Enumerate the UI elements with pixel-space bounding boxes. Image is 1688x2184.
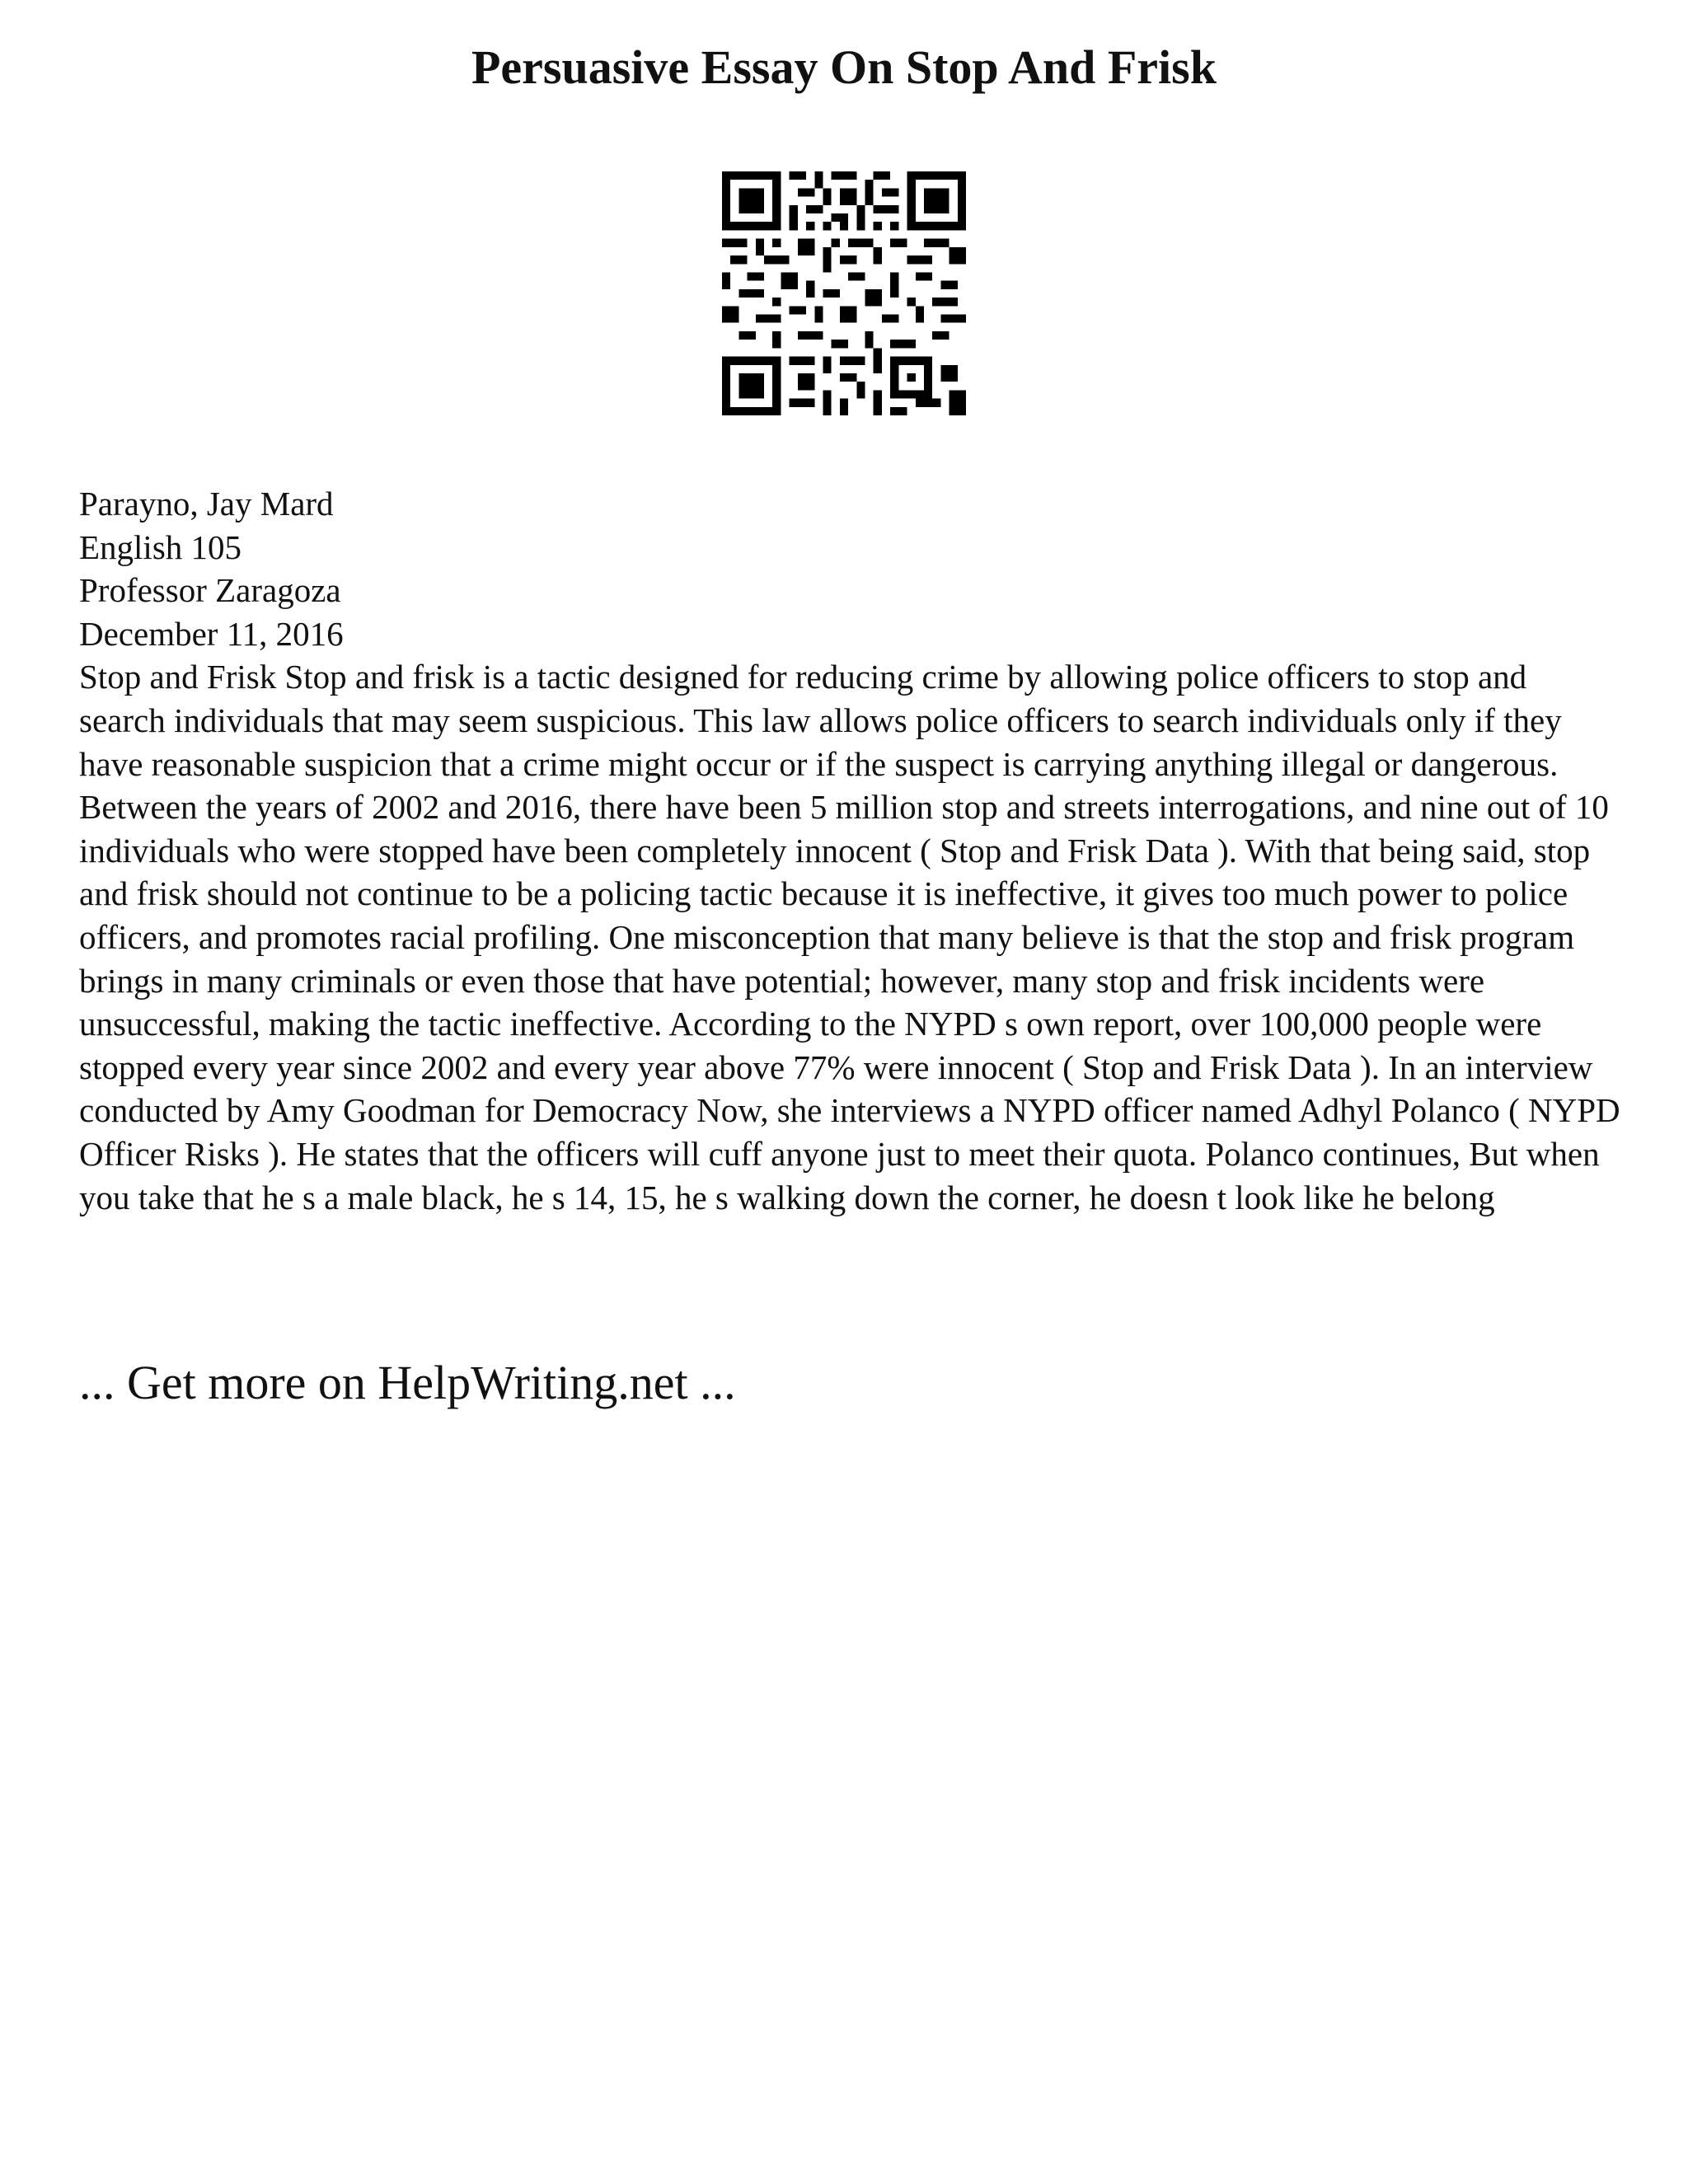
essay-body [79, 482, 1620, 1219]
course-line: English 105 [79, 527, 242, 566]
author-line: Parayno, Jay Mard [79, 485, 334, 523]
professor-line: Professor Zaragoza [79, 571, 341, 610]
get-more-link[interactable]: ... Get more on HelpWriting.net ... [79, 1356, 736, 1409]
date-line: December 11, 2016 [79, 614, 344, 653]
essay-paragraph: Stop and Frisk Stop and frisk is a tactic designed for reducing crime by allowing police officers to stop and search individuals that may seem suspicious. This law allows police officers to search individuals only if they have reasonable suspicion that a crime might occur or if the suspect is carrying anything illegal or dangerous. Between the years of 2002 and 2016, there have been 5 million stop and streets interrogations, and nine out of 10 individuals who were stopped have been completely innocent ( Stop and Frisk Data ). With that being said, stop and frisk should not continue to be a policing tactic because it is ineffective, it gives too much power to police officers, and promotes racial profiling. One misconception that many believe is that the stop and frisk program brings in many criminals or even those that have potential; however, many stop and frisk incidents were unsuccessful, making the tactic ineffective. According to the NYPD s own report, over 100,000 people were stopped every year since 2002 and every year above 77% were innocent ( Stop and Frisk Data ). In an interview conducted by Amy Goodman for Democracy Now, she interviews a NYPD officer named Adhyl Polanco ( NYPD Officer Risks ). He states that the officers will cuff anyone just to meet their quota. Polanco continues, But when you take that he s a male black, he s 14, 15, he s walking down the corner, he doesn t look like he belong [79, 658, 1620, 1216]
qr-code-icon [722, 171, 966, 415]
document-title: Persuasive Essay On Stop And Frisk [471, 40, 1217, 94]
